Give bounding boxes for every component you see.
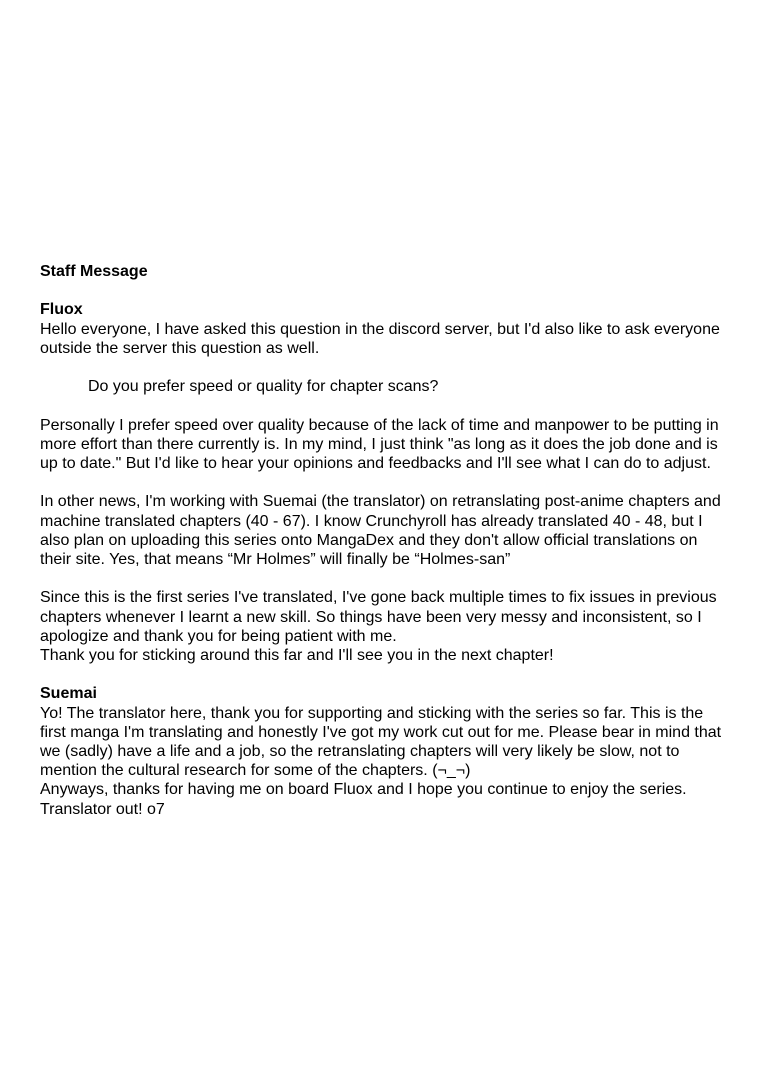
spacer: [40, 358, 730, 377]
spacer: [40, 569, 730, 588]
fluox-intro-line: outside the server this question as well.: [40, 339, 320, 357]
fluox-paragraph-line: apologize and thank you for being patient with me.: [40, 627, 397, 645]
fluox-paragraph-line: In other news, I'm working with Suemai (the translator) on retranslating post-anime chapters and: [40, 493, 721, 511]
spacer: [40, 396, 730, 415]
fluox-paragraph-line: their site. Yes, that means “Mr Holmes” will finally be “Holmes-san”: [40, 550, 511, 568]
fluox-paragraph-line: Thank you for sticking around this far and I'll see you in the next chapter!: [40, 646, 554, 664]
suemai-paragraph-line: Anyways, thanks for having me on board Fluox and I hope you continue to enjoy the series.: [40, 781, 687, 799]
author-name-fluox: Fluox: [40, 301, 83, 319]
fluox-paragraph-line: also plan on uploading this series onto MangaDex and they don't allow official translations on: [40, 531, 698, 549]
suemai-paragraph-line: mention the cultural research for some of the chapters. (¬_¬): [40, 762, 471, 780]
fluox-paragraph-line: machine translated chapters (40 - 67). I know Crunchyroll has already translated 40 - 48, but I: [40, 512, 703, 530]
page-title: Staff Message: [40, 263, 148, 280]
fluox-paragraph-line: Since this is the first series I've translated, I've gone back multiple times to fix issues in previous: [40, 589, 717, 607]
fluox-question: Do you prefer speed or quality for chapter scans?: [88, 378, 439, 396]
fluox-paragraph-line: more effort than there currently is. In my mind, I just think "as long as it does the job done and is: [40, 435, 718, 453]
suemai-paragraph-line: Yo! The translator here, thank you for supporting and sticking with the series so far. This is the: [40, 704, 704, 722]
spacer: [40, 665, 730, 684]
staff-message-document: [40, 262, 730, 819]
fluox-paragraph-line: up to date." But I'd like to hear your opinions and feedbacks and I'll see what I can do to adjust.: [40, 454, 711, 472]
fluox-paragraph-line: chapters whenever I learnt a new skill. So things have been very messy and inconsistent, so I: [40, 608, 702, 626]
spacer: [40, 473, 730, 492]
fluox-paragraph-line: Personally I prefer speed over quality because of the lack of time and manpower to be putting in: [40, 416, 719, 434]
fluox-intro-line: Hello everyone, I have asked this question in the discord server, but I'd also like to ask everyone: [40, 320, 720, 338]
suemai-paragraph-line: we (sadly) have a life and a job, so the retranslating chapters will very likely be slow, not to: [40, 742, 680, 760]
suemai-paragraph-line: first manga I'm translating and honestly I've got my work cut out for me. Please bear in mind that: [40, 723, 722, 741]
spacer: [40, 281, 730, 300]
suemai-paragraph-line: Translator out! o7: [40, 800, 165, 818]
author-name-suemai: Suemai: [40, 685, 97, 703]
